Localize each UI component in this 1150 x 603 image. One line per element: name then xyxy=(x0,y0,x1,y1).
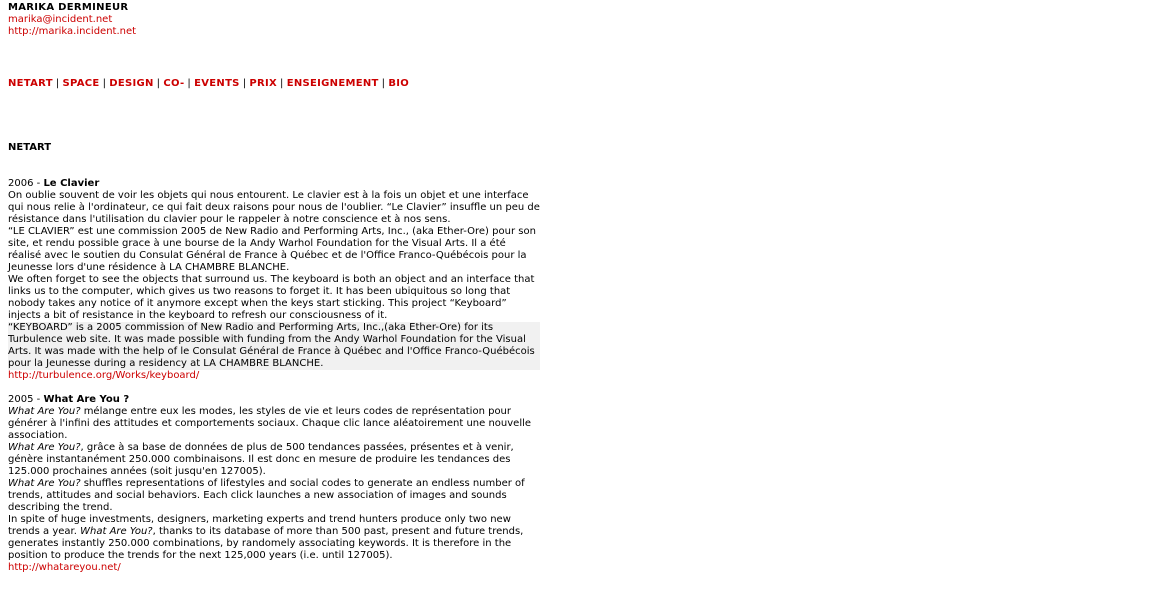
project-paragraph xyxy=(8,442,540,478)
project-paragraph xyxy=(8,514,540,562)
project-title: What Are You ? xyxy=(43,394,130,405)
paragraph-text: , grâce à sa base de données de plus de 500 tendances passées, présentes et à venir, génère instantanément 250.000 combinaisons. Il est donc en mesure de produire les tendances des 125.000 prochaines années (soit jusqu'en 127005). xyxy=(8,442,514,477)
nav-item-design[interactable]: DESIGN xyxy=(109,78,154,89)
project-paragraph: “KEYBOARD” is a 2005 commission of New Radio and Performing Arts, Inc.,(aka Ether-Ore) for its Turbulence web site. It was made possible with funding from the Andy Warhol Foundation for the Visual Arts. It was made with the help of le Consulat Général de France à Québec and l'Office Franco-Québécois pour la Jeunesse during a residency at LA CHAMBRE BLANCHE. xyxy=(8,322,540,370)
nav-separator: | xyxy=(242,78,247,89)
nav-separator: | xyxy=(55,78,60,89)
nav-separator: | xyxy=(102,78,107,89)
header xyxy=(8,2,548,38)
nav-item-co[interactable]: CO- xyxy=(163,78,185,89)
project-link[interactable]: http://turbulence.org/Works/keyboard/ xyxy=(8,370,200,381)
project-paragraph: On oublie souvent de voir les objets qui nous entourent. Le clavier est à la fois un objet et une interface qui nous relie à l'ordinateur, ce qui fait deux raisons pour nous de l'oublier. “Le Clavier” insuffle un peu de résistance dans l'utilisation du clavier pour le rappeler à notre conscience et à nos sens. xyxy=(8,190,540,225)
paragraph-text: shuffles representations of lifestyles and social codes to generate an endless number of trends, attitudes and social behaviors. Each click launches a new association of images and sounds describing the trend. xyxy=(8,478,525,513)
email-link[interactable]: marika@incident.net xyxy=(8,14,113,25)
nav-item-space[interactable]: SPACE xyxy=(62,78,100,89)
project-paragraph: We often forget to see the objects that surround us. The keyboard is both an object and an interface that links us to the computer, which gives us two reasons to forget it. It has been ubiquitous so long that nobody takes any notice of it anymore except when the keys start sticking. This project “Keyboard” injects a bit of resistance in the keyboard to refresh our consciousness of it. xyxy=(8,274,535,321)
project-paragraph: “LE CLAVIER” est une commission 2005 de New Radio and Performing Arts, Inc., (aka Ether-Ore) pour son site, et rendu possible grace à une bourse de la Andy Warhol Foundation for the Visual Arts. Il a été réalisé avec le soutien du Consulat Général de France à Québec et de l'Office Franco-Québécois pour la Jeunesse lors d'une résidence à LA CHAMBRE BLANCHE. xyxy=(8,226,536,273)
website-link[interactable]: http://marika.incident.net xyxy=(8,26,137,37)
project-paragraph xyxy=(8,406,540,442)
nav-item-bio[interactable]: BIO xyxy=(388,78,410,89)
nav-item-prix[interactable]: PRIX xyxy=(249,78,278,89)
author-name: MARIKA DERMINEUR xyxy=(8,2,129,13)
project-year: 2006 - xyxy=(8,178,41,189)
section-title: NETART xyxy=(8,142,52,153)
nav-separator: | xyxy=(381,78,386,89)
project-what-are-you xyxy=(8,394,540,574)
paragraph-text: In spite of huge investments, designers, marketing experts and trend hunters produce only two new trends a year. xyxy=(8,514,511,537)
project-title-italic: What Are You? xyxy=(80,526,153,537)
project-paragraph xyxy=(8,478,540,514)
project-heading xyxy=(8,178,540,190)
project-year: 2005 - xyxy=(8,394,41,405)
paragraph-text: , thanks to its database of more than 500 past, present and future trends, generates instantly 250.000 combinations, by randomely associating keywords. It is therefore in the position to produce the trends for the next 125,000 years (i.e. until 127005). xyxy=(8,526,524,561)
project-title: Le Clavier xyxy=(43,178,100,189)
project-title-italic: What Are You? xyxy=(8,478,81,489)
project-le-clavier xyxy=(8,178,540,382)
nav-item-enseignement[interactable]: ENSEIGNEMENT xyxy=(286,78,379,89)
project-link[interactable]: http://whatareyou.net/ xyxy=(8,562,121,573)
main-nav xyxy=(8,78,409,90)
project-title-italic: What Are You? xyxy=(8,406,81,417)
nav-separator: | xyxy=(280,78,284,89)
nav-separator: | xyxy=(187,78,192,89)
project-list xyxy=(8,178,540,586)
nav-item-events[interactable]: EVENTS xyxy=(194,78,240,89)
project-heading xyxy=(8,394,540,406)
paragraph-text: mélange entre eux les modes, les styles de vie et leurs codes de représentation pour générer à l'infini des attitudes et comportements sociaux. Chaque clic lance aléatoirement une nouvelle association. xyxy=(8,406,532,441)
nav-separator: | xyxy=(156,78,161,89)
nav-item-netart[interactable]: NETART xyxy=(8,78,53,89)
project-title-italic: What Are You? xyxy=(8,442,81,453)
